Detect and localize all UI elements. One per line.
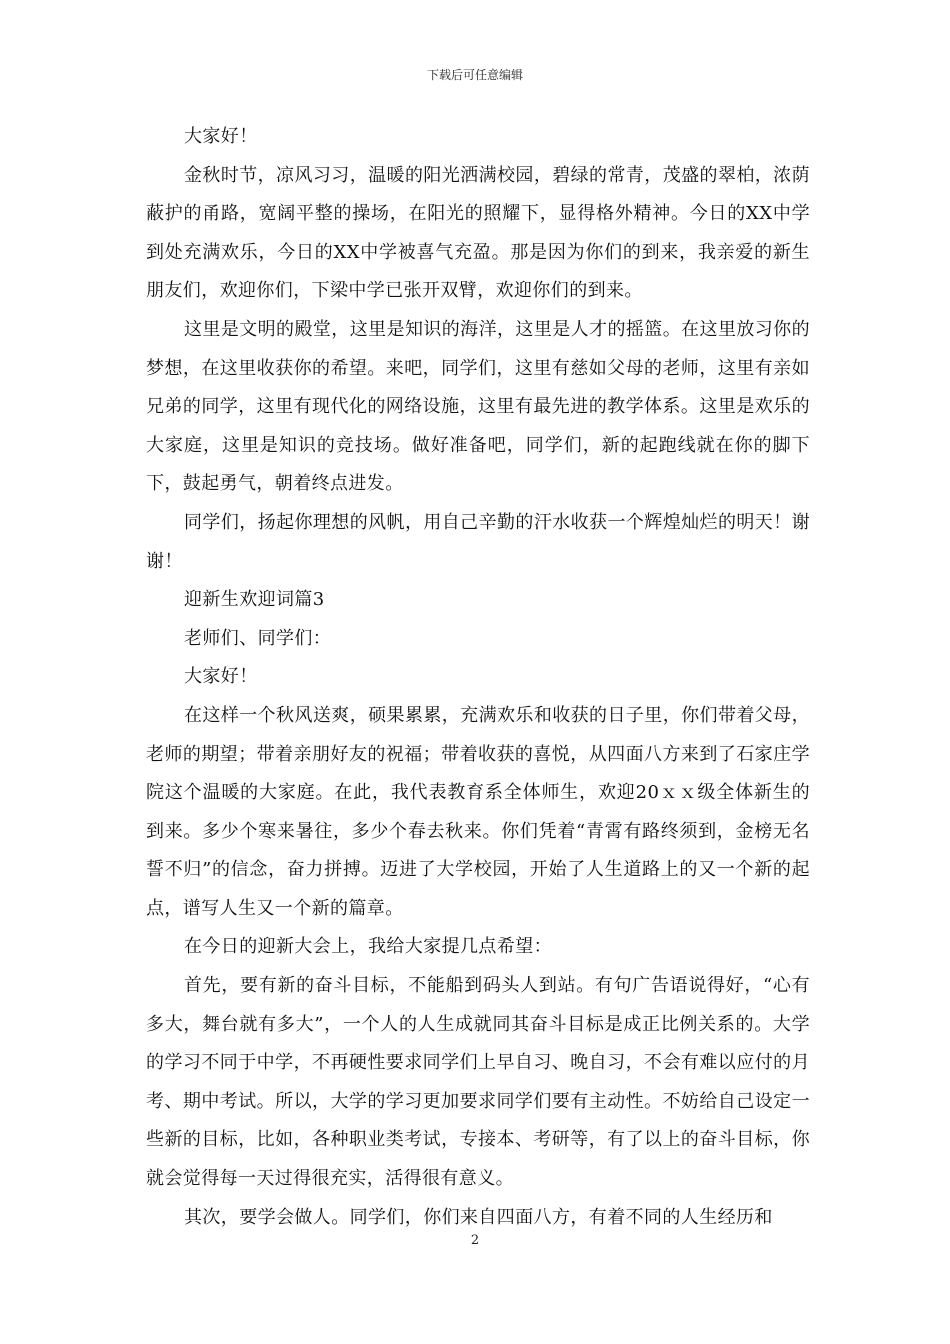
- closing-paragraph: 同学们，扬起你理想的风帆，用自己辛勤的汗水收获一个辉煌灿烂的明天！谢谢！: [146, 511, 810, 572]
- body-paragraph-second: 其次，要学会做人。同学们，你们来自四面八方，有着不同的人生经历和: [184, 1206, 773, 1228]
- body-paragraph-first: 首先，要有新的奋斗目标，不能船到码头人到站。有句广告语说得好，“心有多大，舞台就有多大”，一个人的人生成就同其奋斗目标是成正比例关系的。大学的学习不同于中学，不再硬性要求同学们上早自习、晚自习，不会有难以应付的月考、期中考试。所以，大学的学习更加要求同学们要有主动性。不妨给自己设定一些新的目标，比如，各种职业类考试，专接本、考研等，有了以上的奋斗目标，你就会觉得每一天过得很充实，活得很有意义。: [146, 975, 810, 1190]
- body-paragraph-hopes: 在今日的迎新大会上，我给大家提几点希望：: [184, 936, 552, 958]
- greeting-paragraph: 大家好！: [184, 126, 258, 147]
- page-header: 下载后可任意编辑: [426, 68, 523, 82]
- page-number: 2: [470, 1233, 480, 1248]
- body-paragraph-school: 这里是文明的殿堂，这里是知识的海洋，这里是人才的摇篮。在这里放习你的梦想，在这里收获你的希望。来吧，同学们，这里有慈如父母的老师，这里有亲如兄弟的同学，这里有现代化的网络设施，这里有最先进的教学体系。这里是欢乐的大家庭，这里是知识的竞技场。做好准备吧，同学们，新的起跑线就在你的脚下下，鼓起勇气，朝着终点进发。: [146, 318, 810, 495]
- greeting-paragraph-2: 大家好！: [184, 666, 258, 688]
- salutation: 老师们、同学们：: [184, 627, 332, 649]
- body-paragraph-autumn: 金秋时节，凉风习习，温暖的阳光洒满校园，碧绿的常青，茂盛的翠柏，浓荫蔽护的甬路，宽阔平整的操场，在阳光的照耀下，显得格外精神。今日的XX中学到处充满欢乐，今日的XX中学被喜气充盈。那是因为你们的到来，我亲爱的新生朋友们，欢迎你们，下梁中学已张开双臂，欢迎你们的到来。: [146, 164, 810, 302]
- body-paragraph-welcome: 在这样一个秋风送爽，硕果累累，充满欢乐和收获的日子里，你们带着父母，老师的期望；带着亲朋好友的祝福；带着收获的喜悦，从四面八方来到了石家庄学院这个温暖的大家庭。在此，我代表教育系全体师生，欢迎20ｘｘ级全体新生的到来。多少个寒来暑往，多少个春去秋来。你们凭着“青霄有路终须到，金榜无名誓不归”的信念，奋力拼搏。迈进了大学校园，开始了人生道路上的又一个新的起点，谱写人生又一个新的篇章。: [146, 704, 810, 919]
- section-title: 迎新生欢迎词篇3: [184, 589, 325, 611]
- document-body: [146, 118, 810, 1237]
